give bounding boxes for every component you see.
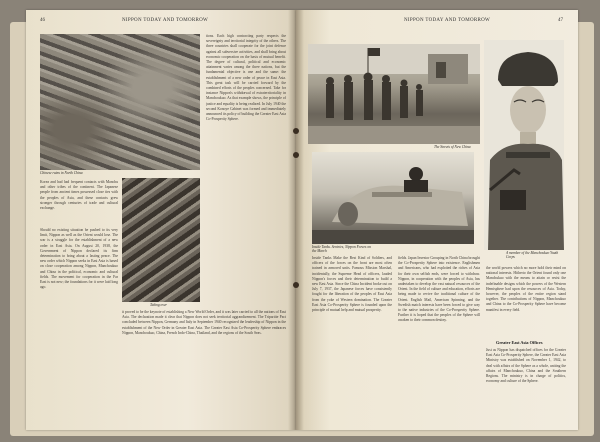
binding-hole bbox=[293, 282, 299, 288]
photo-steps bbox=[122, 178, 200, 302]
article-column-bottom: it proved to be the keynote of establishing a New World Order, and it was later carried to all the nations of East Asia. The declaration made it clear that Nippon does not seek territorial aggrandizement. The Tripartite Pact concluded between Nippon, Germany and Italy in September 1940 recognized the leadership of Nippon in the establishment of the New Order in Greater East Asia. The Greater East Asia Co-Prosperity Sphere embraces Nippon, Manchoukuo, China, French Indo-China, Thailand, and the regions of the South Seas. bbox=[122, 310, 286, 335]
article-column-1: Inside Tanks Make the Best Kind of Soldiers, and officers of the forces on the front are most often trained in armored units. Famous Mission Marshal, incidentally, the Supreme Head of officers, lauded Nippon's forces and their determination to build a new East Asia. Since the China Incident broke out on July 7, 1937, the Japanese forces have consistently fought for the liberation of the peoples of East Asia from the yoke of Western domination. The Greater East Asia Co-Prosperity Sphere is founded upon the principle of mutual help and mutual prosperity. bbox=[312, 256, 392, 313]
article-column-3b: Just as Nippon has dispatched offices for the Greater East Asia Co-Prosperity Sphere, the Greater East Asia Ministry was established on November 1, 1942, to deal with affairs of the Sphere as a whole, uniting the affairs of Manchoukuo, China and the Southern Regions. The ministry is in charge of politics, economy and culture of the Sphere. bbox=[486, 348, 566, 384]
sub-heading: Greater East Asia Offices bbox=[496, 340, 543, 345]
caption-armored-car: Inside Tanks. Sentries, Nippon Forces on the March bbox=[312, 245, 371, 253]
caption-street: The Streets of New China bbox=[434, 145, 471, 149]
caption-ruins: Chinese ruins in North China bbox=[40, 171, 83, 175]
page-number-right: 47 bbox=[558, 18, 563, 23]
running-header-left: NIPPON TODAY AND TOMORROW bbox=[122, 18, 209, 23]
page-number-left: 46 bbox=[40, 18, 45, 23]
binding-hole bbox=[293, 128, 299, 134]
right-page bbox=[296, 10, 578, 430]
soldier-figure bbox=[484, 40, 564, 250]
article-column-left-bottom: Should no existing situation be pushed to its very limit, Nippon as well as the Orient would lose. The war is a struggle for the establishment of a new order in East Asia. On August 20, 1938, the Government of Nippon declared its firm determination to bring about a lasting peace. The new order which Nippon seeks in East Asia is based on close cooperation among Nippon, Manchoukuo and China in the political, economic and cultural fields. The movement for cooperation in the Far East is not new; the foundations for it were laid long ago. bbox=[40, 228, 118, 290]
photo-street-march bbox=[308, 44, 480, 144]
binding-gutter bbox=[288, 10, 304, 430]
running-header-right: NIPPON TODAY AND TOMORROW bbox=[404, 18, 491, 23]
article-column-right: tions. Each high contracting party respects the sovereignty and territorial integrity of the others. The three countries shall cooperate for the joint defence against all subversive activities, and shall bring about economic cooperation on the basis of mutual benefit. The degree of cultural, political and economic attainment varies among the three nations, but the fundamental objective is one and the same: the establishment of a new order of peace in East Asia. This great task will be carried forward by the combined efforts of the peoples concerned. Take for instance Nippon's withdrawal of extraterritoriality in Manchoukuo. As that example shows, the principle of justice and equality is being realized. In July 1940 the second Konoye Cabinet was formed and immediately announced its policy of building the Greater East Asia Co-Prosperity Sphere. bbox=[206, 34, 286, 122]
article-column-3: the world powers which no more hold their mind on national interests. Hitherto the Orient found only one Manchukuo with the means to attain or resist the indefinable designs which the powers of the Western Hemisphere had upon the resources of Asia. Today, however, the peoples of the entire region stand together. The contributions of Nippon, Manchoukuo and China to the Co-Prosperity Sphere have become manifest in every field. bbox=[486, 266, 566, 312]
article-column-2: fields. Japan Investor Grouping in North China brought the Co-Prosperity Sphere into existence. Englishmen and Americans, who had exploited the riches of Asia for their own selfish ends, were forced to withdraw. Nippon, in cooperation with the peoples of Asia, has undertaken to develop the vast natural resources of the Orient. In the field of culture and education, efforts are being made to revive the traditional culture of the Orient. English Mail, American Spinning, and the Swedish match interests have been forced to give way to the native industries of the Co-Prosperity Sphere. Further it is hoped that the peoples of the Sphere will awaken to their common destiny. bbox=[398, 256, 480, 323]
photo-ruins bbox=[40, 34, 200, 170]
street-march-figures bbox=[308, 44, 480, 144]
photo-soldier-portrait bbox=[484, 40, 564, 250]
article-column-left-top: Korea and had had frequent contacts with Manchu and other tribes of the continent. The Japanese people from ancient times possessed close ties with the peoples of Asia, and these contacts grew stronger through centuries of trade and cultural exchange. bbox=[40, 180, 118, 211]
armored-car-figure bbox=[312, 152, 474, 244]
caption-steps: Taking over bbox=[150, 303, 167, 307]
binding-hole bbox=[293, 152, 299, 158]
photo-armored-car bbox=[312, 152, 474, 244]
left-page bbox=[26, 10, 296, 430]
caption-soldier: A member of the Manchoukuo Youth Corps bbox=[506, 251, 559, 259]
